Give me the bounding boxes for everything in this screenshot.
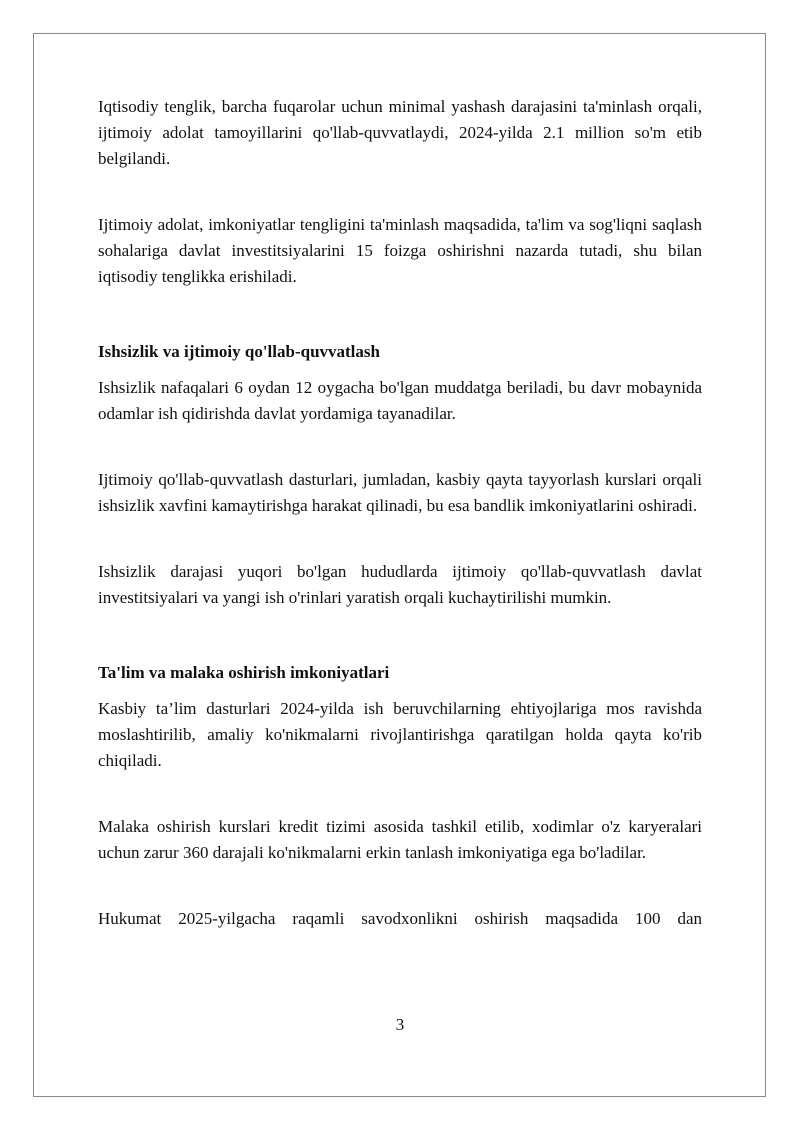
page-number: 3 [395, 1015, 405, 1034]
paragraph: Ishsizlik nafaqalari 6 oydan 12 oygacha bo'lgan muddatga beriladi, bu davr mobaynida odamlar ish qidirishda davlat yordamiga tayanadilar. [98, 378, 702, 423]
section-heading: Ta'lim va malaka oshirish imkoniyatlari [98, 663, 390, 682]
section-heading: Ishsizlik va ijtimoiy qo'llab-quvvatlash [98, 342, 380, 361]
paragraph: Ijtimoiy adolat, imkoniyatlar tengligini ta'minlash maqsadida, ta'lim va sog'liqni saqlash sohalariga davlat investitsiyalarini 15 foizga oshirishni nazarda tutadi, shu bilan iqtisodiy tenglikka erishiladi. [98, 215, 702, 286]
document-body [98, 94, 702, 932]
paragraph: Ishsizlik darajasi yuqori bo'lgan hududlarda ijtimoiy qo'llab-quvvatlash davlat investitsiyalari va yangi ish o'rinlari yaratish orqali kuchaytirilishi mumkin. [98, 562, 702, 607]
paragraph: Ijtimoiy qo'llab-quvvatlash dasturlari, jumladan, kasbiy qayta tayyorlash kurslari orqali ishsizlik xavfini kamaytirishga harakat qilinadi, bu esa bandlik imkoniyatlarini oshiradi. [98, 470, 702, 515]
paragraph: Kasbiy ta’lim dasturlari 2024-yilda ish beruvchilarning ehtiyojlariga mos ravishda moslashtirilib, amaliy ko'nikmalarni rivojlantirishga qaratilgan holda qayta ko'rib chiqiladi. [98, 699, 702, 770]
paragraph: Iqtisodiy tenglik, barcha fuqarolar uchun minimal yashash darajasini ta'minlash orqali, ijtimoiy adolat tamoyillarini qo'llab-quvvatlaydi, 2024-yilda 2.1 million so'm etib belgilandi. [98, 97, 702, 168]
paragraph: Malaka oshirish kurslari kredit tizimi asosida tashkil etilib, xodimlar o'z karyeralari uchun zarur 360 darajali ko'nikmalarni erkin tanlash imkoniyatiga ega bo'ladilar. [98, 817, 702, 862]
paragraph: Hukumat 2025-yilgacha raqamli savodxonlikni oshirish maqsadida 100 dan [98, 909, 702, 928]
